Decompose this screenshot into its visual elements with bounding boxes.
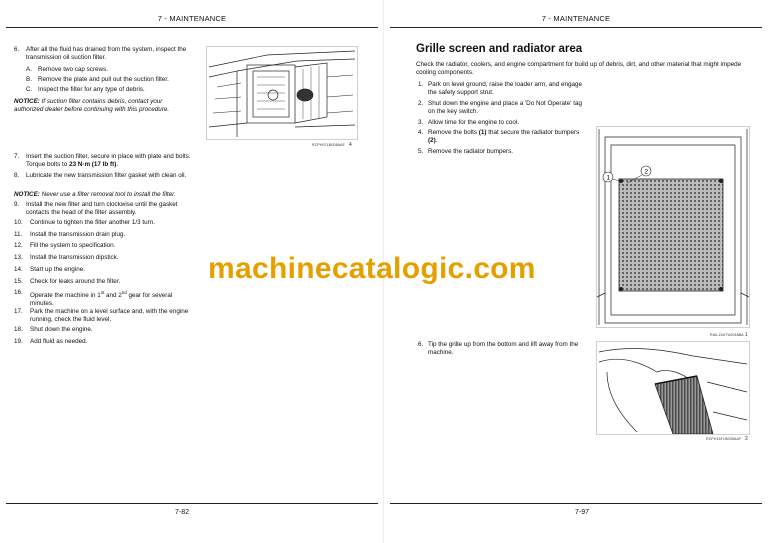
left-substep-c: C. Inspect the filter for any type of debris.: [26, 86, 145, 93]
bolt-icon: [719, 179, 723, 183]
section-title: Grille screen and radiator area: [416, 43, 583, 55]
left-step-11: 11. Install the transmission drain plug.: [14, 231, 126, 238]
section-intro: Check the radiator, coolers, and engine compartment for build up of debris, dirt, and other material that might impede cooling components.: [416, 61, 742, 77]
left-step-13: 13. Install the transmission dipstick.: [14, 254, 119, 261]
figure-2-caption: RCPH15TLB035AAF: [706, 437, 742, 441]
right-page-header: 7 - MAINTENANCE: [541, 14, 611, 23]
right-step-1: 1. Park on level ground, raise the loader arm, and engage the safety support strut.: [418, 81, 583, 96]
bolt-icon: [719, 287, 723, 291]
right-step-5: 5. Remove the radiator bumpers.: [418, 148, 514, 155]
left-step-9: 9. Install the new filter and turn clockwise until the gasket contacts the head of the filter assembly.: [14, 201, 178, 216]
figure-2-number: 2: [745, 436, 748, 442]
left-step-10: 10. Continue to tighten the filter another 1/3 turn.: [14, 219, 155, 226]
left-substep-a: A. Remove two cap screws.: [26, 66, 108, 73]
right-page-number: 7-97: [574, 509, 589, 516]
left-notice-2: NOTICE: Never use a filter removal tool to install the filter.: [14, 191, 176, 198]
suction-filter-illustration: [207, 47, 357, 139]
left-step-15: 15. Check for leaks around the filter.: [14, 278, 121, 285]
left-footer-rule: [6, 503, 378, 504]
figure-4-number: 4: [349, 142, 352, 148]
left-header-rule: [6, 27, 378, 28]
figure-radiator-grille: [596, 126, 750, 328]
figure-suction-filter: [206, 46, 358, 140]
svg-text:1: 1: [606, 175, 610, 182]
bolt-icon: [619, 287, 623, 291]
right-step-2: 2. Shut down the engine and place a 'Do Not Operate' tag on the key switch.: [418, 100, 582, 115]
watermark: machinecatalogic.com: [208, 252, 536, 285]
left-step-16: 16. Operate the machine in 1st and 2nd gear for several minutes.: [14, 289, 173, 308]
figure-1-number: 1: [745, 332, 748, 338]
left-step-17: 17. Park the machine on a level surface and, with the engine running, check the fluid level.: [14, 308, 189, 323]
left-step-14: 14. Start up the engine.: [14, 266, 85, 273]
grille-screen: [619, 179, 723, 291]
left-notice-1: NOTICE: If suction filter contains debris, contact your authorized dealer before continuing with this procedure.: [14, 98, 170, 113]
left-step-7: 7. Insert the suction filter, secure in place with plate and bolts. Torque bolts to 23 N·m (17 lb ft).: [14, 153, 191, 168]
right-step-6: 6. Tip the grille up from the bottom and lift away from the machine.: [418, 341, 579, 356]
right-footer-rule: [390, 503, 762, 504]
grille-removal-illustration: [597, 342, 749, 434]
left-page-number: 7-82: [174, 509, 189, 516]
left-substep-b: B. Remove the plate and pull out the suction filter.: [26, 76, 169, 83]
right-step-3: 3. Allow time for the engine to cool.: [418, 119, 520, 126]
figure-grille-removal: [596, 341, 750, 435]
figure-1-caption: RAIL15UTU0048BA: [710, 333, 744, 337]
left-step-12: 12. Fill the system to specification.: [14, 242, 116, 249]
left-step-19: 19. Add fluid as needed.: [14, 338, 88, 345]
right-header-rule: [390, 27, 762, 28]
left-step-8: 8. Lubricate the new transmission filter gasket with clean oil.: [14, 172, 187, 179]
tipped-grille: [655, 376, 713, 434]
left-page-header: 7 - MAINTENANCE: [157, 14, 227, 23]
radiator-grille-illustration: [597, 127, 749, 327]
right-step-4: 4. Remove the bolts (1) that secure the radiator bumpers (2).: [418, 129, 580, 144]
left-step-6: 6. After all the fluid has drained from the system, inspect the transmission oil suction filter.: [14, 46, 187, 61]
left-step-18: 18. Shut down the engine.: [14, 326, 93, 333]
svg-text:2: 2: [644, 169, 648, 176]
figure-4-caption: RCPH07LB008AAF: [312, 143, 345, 147]
